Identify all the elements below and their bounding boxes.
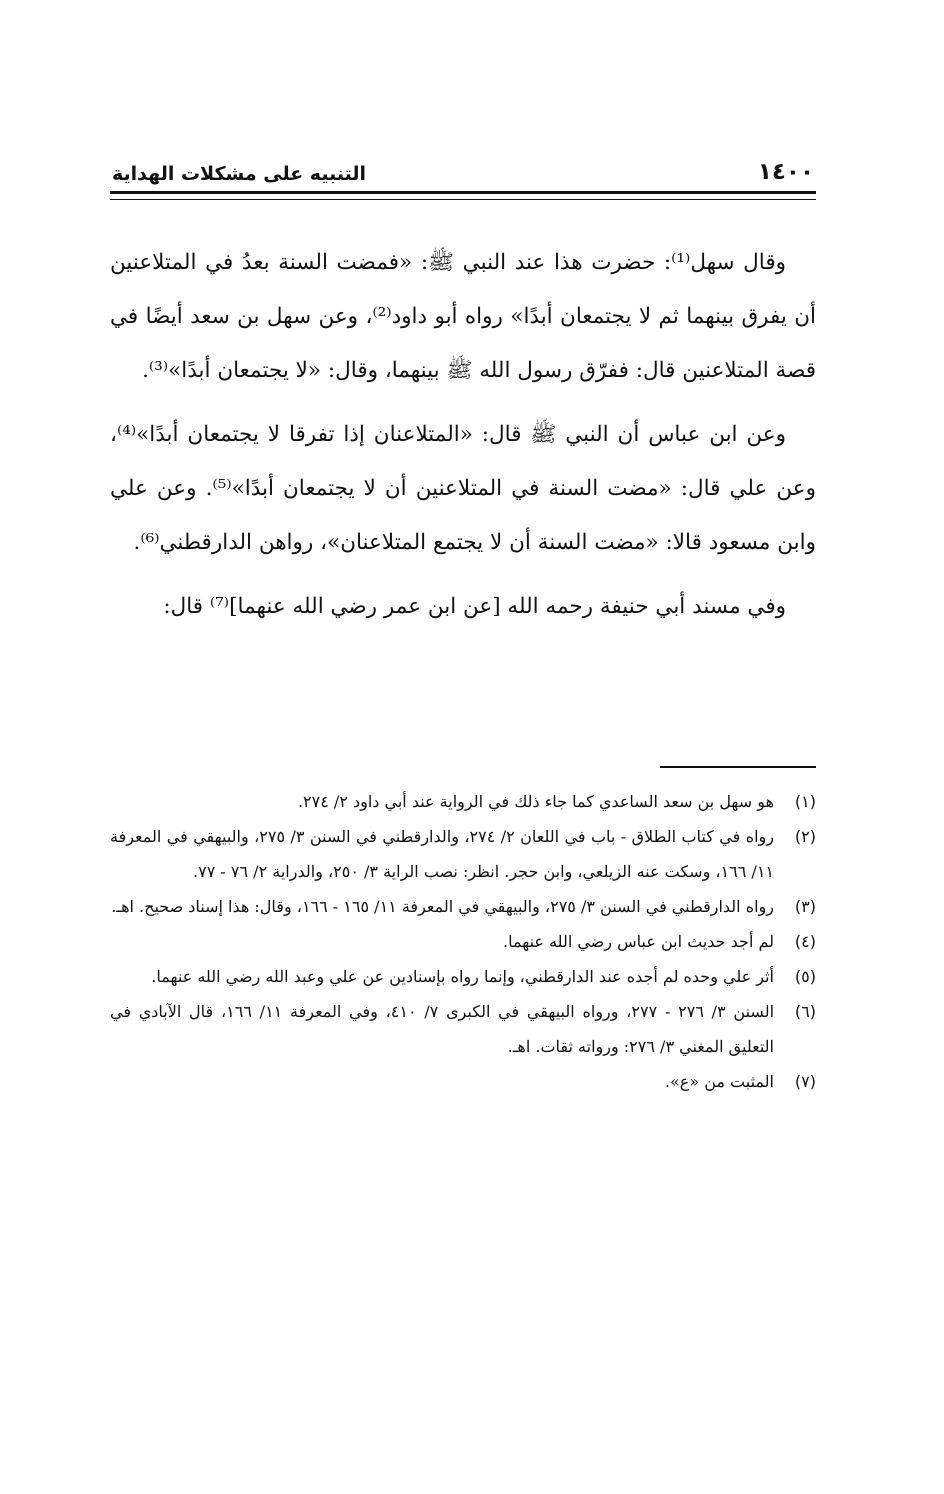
footnote [110,784,816,819]
header-rule-thick [110,191,816,194]
footnote [110,889,816,924]
footnote-number: (٤) [794,932,816,951]
footnote-text: هو سهل بن سعد الساعدي كما جاء ذلك في الرواية عند أبي داود ٢/ ٢٧٤. [297,792,774,811]
footnote [110,819,816,889]
page-header [112,155,814,185]
paragraph: وفي مسند أبي حنيفة رحمه الله [عن ابن عمر رضي الله عنهما]⁽⁷⁾ قال: [163,594,786,619]
footnote-number: (٧) [794,1072,816,1091]
footnote-number: (٥) [794,967,816,986]
footnote-text: لم أجد حديث ابن عباس رضي الله عنهما. [503,932,774,951]
footnote [110,924,816,959]
main-text [110,236,816,634]
footnote-number: (١) [794,792,816,811]
running-title: التنبيه على مشكلات الهداية [112,163,366,185]
footnote-number: (٣) [794,897,816,916]
footnote [110,959,816,994]
footnote [110,1064,816,1099]
footnotes [110,784,816,1099]
page-number: ١٤٠٠ [757,159,814,185]
footnote-text: أثر علي وحده لم أجده عند الدارقطني، وإنما رواه بإسنادين عن علي وعبد الله رضي الله عنهما. [151,967,774,986]
footnote-text: رواه في كتاب الطلاق - باب في اللعان ٢/ ٢٧٤، والدارقطني في السنن ٣/ ٢٧٥، والبيهقي في المعرفة ١١/ ١٦٦، وسكت عنه الزيلعي، وابن حجر. انظر: نصب الراية ٣/ ٢٥٠، والدراية ٢/ ٧٦ - ٧٧. [110,827,774,881]
footnote-number: (٢) [794,827,816,846]
paragraph: وعن ابن عباس أن النبي ﷺ قال: «المتلاعنان إذا تفرقا لا يجتمعان أبدًا»⁽⁴⁾، وعن علي قال: «مضت السنة في المتلاعنين أن لا يجتمعان أبدًا»⁽⁵⁾. وعن علي وابن مسعود قالا: «مضت السنة أن لا يجتمع المتلاعنان»، رواهن الدارقطني⁽⁶⁾. [110,422,816,555]
header-rule-thin [110,199,816,200]
footnote-text: المثبت من «ع». [664,1072,774,1091]
paragraph: وقال سهل⁽¹⁾: حضرت هذا عند النبي ﷺ: «فمضت السنة بعدُ في المتلاعنين أن يفرق بينهما ثم لا يجتمعان أبدًا» رواه أبو داود⁽²⁾، وعن سهل بن سعد أيضًا في قصة المتلاعنين قال: ففرّق رسول الله ﷺ بينهما، وقال: «لا يجتمعان أبدًا»⁽³⁾. [110,250,817,383]
footnote [110,994,816,1064]
footnote-number: (٦) [794,1002,816,1021]
footnote-text: السنن ٣/ ٢٧٦ - ٢٧٧، ورواه البيهقي في الكبرى ٧/ ٤١٠، وفي المعرفة ١١/ ١٦٦، قال الآبادي في التعليق المغني ٣/ ٢٧٦: ورواته ثقات. اهـ. [110,1002,775,1056]
footnote-text: رواه الدارقطني في السنن ٣/ ٢٧٥، والبيهقي في المعرفة ١١/ ١٦٥ - ١٦٦، وقال: هذا إسناد صحيح. اهـ. [111,897,774,916]
footnote-separator [660,766,816,768]
